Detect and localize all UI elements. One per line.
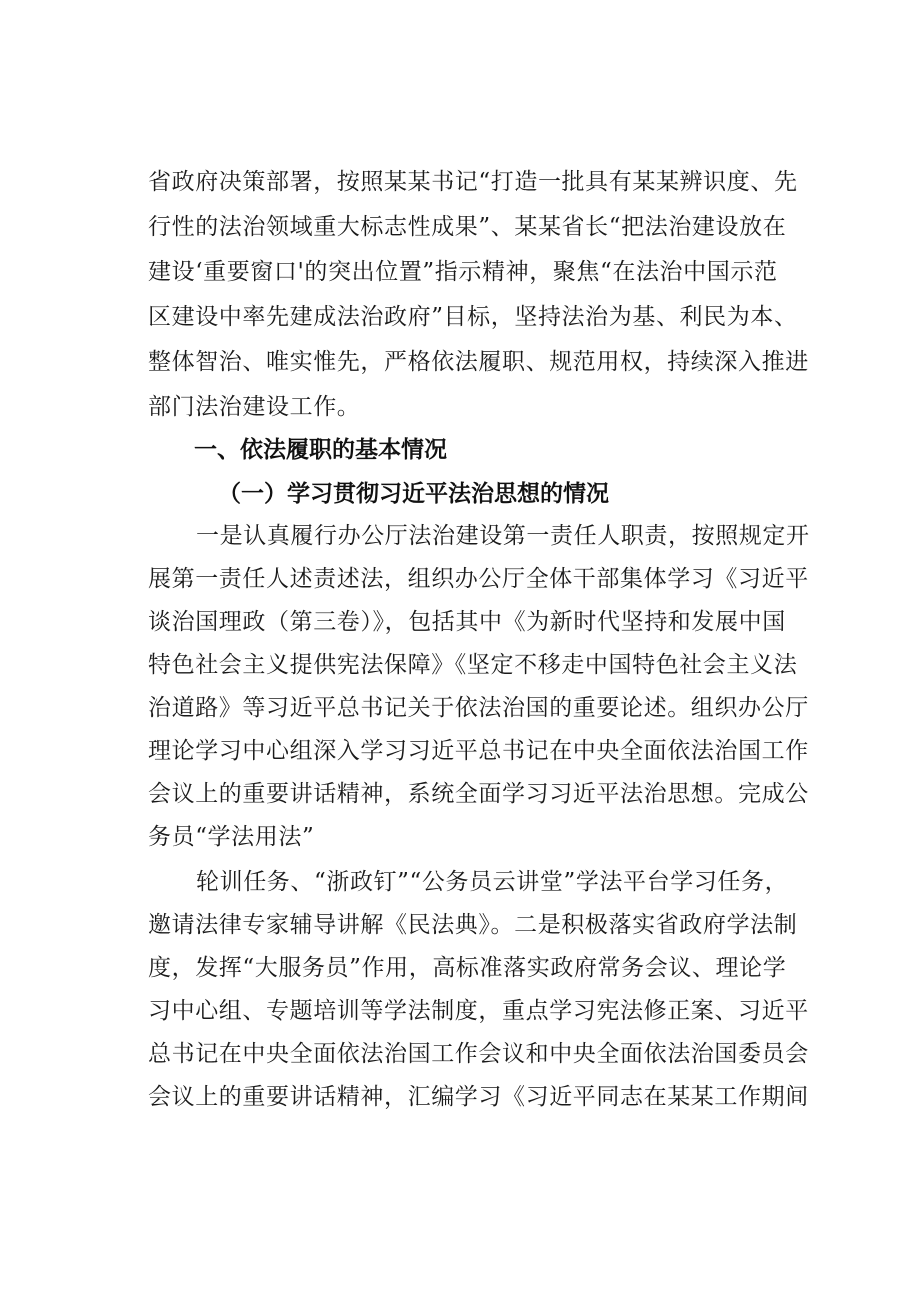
intro-line: 部门法治建设工作。 [148, 394, 361, 420]
paragraph-line: 总书记在中央全面依法治国工作会议和中央全面依法治国委员会 [148, 1041, 809, 1067]
paragraph-line: 展第一责任人述责述法，组织办公厅全体干部集体学习《习近平 [148, 566, 809, 592]
intro-line: 行性的法治领域重大标志性成果”、某某省长“把法治建设放在 [148, 214, 787, 240]
paragraph-line: 会议上的重要讲话精神，汇编学习《习近平同志在某某工作期间 [148, 1084, 809, 1110]
paragraph-line: 谈治国理政（第三卷）》，包括其中《为新时代坚持和发展中国 [148, 609, 786, 635]
paragraph-line: 特色社会主义提供宪法保障》《坚定不移走中国特色社会主义法 [148, 652, 798, 678]
paragraph-line: 理论学习中心组深入学习习近平总书记在中央全面依法治国工作 [148, 738, 809, 764]
subsection-heading: （一）学习贯彻习近平法治思想的情况 [218, 480, 609, 507]
paragraph-line: 习中心组、专题培训等学法制度，重点学习宪法修正案、习近平 [148, 998, 809, 1024]
intro-line: 建设‘重要窗口'的突出位置”指示精神，聚焦“在法治中国示范 [148, 259, 778, 285]
paragraph-line: 务员“学法用法” [148, 824, 315, 850]
section-heading: 一、依法履职的基本情况 [194, 437, 447, 463]
intro-line: 整体智治、唯实惟先，严格依法履职、规范用权，持续深入推进 [148, 349, 809, 375]
paragraph-line: 邀请法律专家辅导讲解《民法典》。二是积极落实省政府学法制 [148, 912, 798, 938]
paragraph-line: 一是认真履行办公厅法治建设第一责任人职责，按照规定开 [196, 523, 810, 549]
intro-line: 区建设中率先建成法治政府”目标，坚持法治为基、利民为本、 [148, 304, 798, 330]
paragraph-line: 度，发挥“大服务员”作用，高标准落实政府常务会议、理论学 [148, 955, 787, 981]
intro-line: 省政府决策部署，按照某某书记“打造一批具有某某辨识度、先 [148, 169, 798, 195]
paragraph-line: 会议上的重要讲话精神，系统全面学习习近平法治思想。完成公 [148, 781, 809, 807]
paragraph-line: 治道路》等习近平总书记关于依法治国的重要论述。组织办公厅 [148, 695, 809, 721]
paragraph-line: 轮训任务、“浙政钉”“公务员云讲堂”学法平台学习任务， [196, 869, 789, 895]
